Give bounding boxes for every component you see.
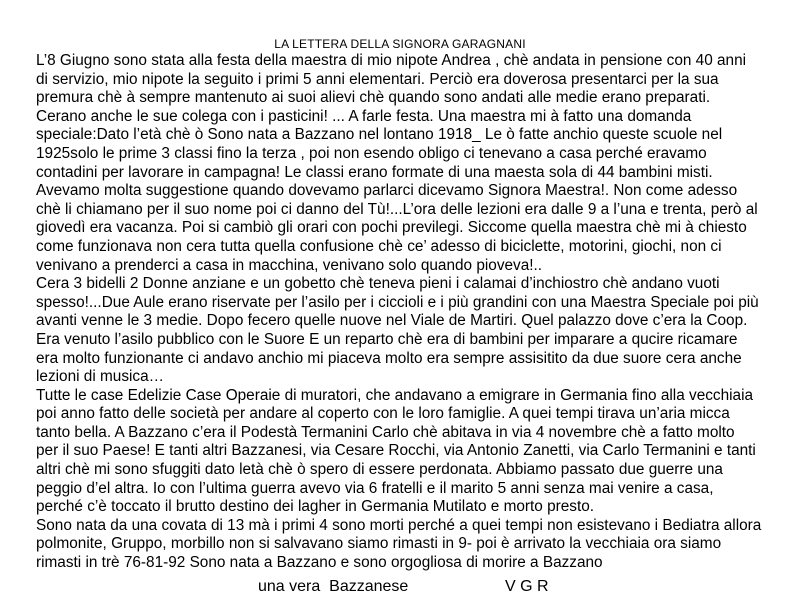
letter-line: lezioni di musica… (36, 368, 164, 386)
letter-line: spesso!...Due Aule erano riservate per l’asilo per i ciccioli e i più grandini con una Maestra Speciale poi più (36, 293, 759, 311)
signature-line (0, 577, 800, 597)
letter-line: rimasti in trè 76-81-92 Sono nata a Bazzano e sono orgogliosa di morire a Bazzano (36, 554, 603, 572)
letter-line: come funzionava non cera tutta quella confusione chè ce’ adesso di biciclette, motorini, giochi, non ci (36, 237, 722, 255)
letter-line: 1925solo le prime 3 classi fino la terza , poi non esendo obligo ci tenevano a casa perché eravamo (36, 144, 707, 162)
signature-text: una vera Bazzanese (258, 578, 409, 595)
letter-line: premura chè à sempre mantenuto ai suoi alievi chè quando sono andati alle medie erano preparati. (36, 89, 711, 107)
letter-line: polmonite, Gruppo, morbillo non si salvavano siamo rimasti in 9- poi è arrivato la vecchiaia ora siamo (36, 535, 722, 553)
letter-line: Tutte le case Edelizie Case Operaie di muratori, che andavano a emigrare in Germania fino alla vecchiaia (36, 386, 754, 404)
letter-line: Era venuto l’asilo pubblico con le Suore E un reparto chè era di bambini per imparare a qucire ricamare (36, 330, 738, 348)
letter-line: giovedì era vacanza. Poi si cambiò gli orari con pochi previlegi. Siccome quella maestra chè mi à chiesto (36, 219, 747, 237)
letter-line: Cerano anche le sue colega con i pasticini! ... A farle festa. Una maestra mi à fatto una domanda (36, 107, 692, 125)
document-title: LA LETTERA DELLA SIGNORA GARAGNANI (274, 37, 526, 51)
letter-line: Cera 3 bidelli 2 Donne anziane e un gobetto chè teneva pieni i calamai d’inchiostro chè andano vuoti (36, 275, 720, 293)
signature-initials: V G R (505, 578, 549, 595)
letter-line: speciale:Dato l’età chè ò Sono nata a Bazzano nel lontano 1918_ Le ò fatte anchio queste scuole nel (36, 126, 723, 144)
letter-line: avanti venne le 3 medie. Dopo fecero quelle nuove nel Viale de Martiri. Quel palazzo dove c’era la Coop. (36, 312, 748, 330)
letter-line: peggio d’el altra. Io con l’ultima guerra avevo via 6 fratelli e il marito 5 anni senza mai venire a casa, (36, 479, 714, 497)
letter-line: poi anno fatto delle società per andare al coperto con le loro famiglie. A quei tempi tirava un’aria micca (36, 405, 730, 423)
letter-line: L’8 Giugno sono stata alla festa della maestra di mio nipote Andrea , chè andata in pensione con 40 anni (36, 52, 747, 69)
letter-line: tanto bella. A Bazzano c’era il Podestà Termanini Carlo chè abitava in via 4 novembre chè a fatto molto (36, 423, 735, 441)
letter-line: contadini per lavorare in campagna! Le classi erano formate di una maesta sola di 44 bambini misti. (36, 163, 713, 181)
letter-line: chè li chiamano per il suo nome poi ci danno del Tù!...L’ora delle lezioni era dalle 9 a l’una e trenta, però al (36, 200, 758, 218)
letter-line: Avevamo molta suggestione quando dovevamo parlarci dicevamo Signora Maestra!. Non come adesso (36, 182, 738, 200)
letter-line: era molto funzionante ci andavo anchio mi piaceva molto era sempre assisitito da due suore cera anche (36, 349, 742, 367)
letter-line: Sono nata da una covata di 13 mà i primi 4 sono morti perché a quei tempi non esistevano i Bediatra allora (36, 516, 762, 534)
letter-line: altri chè mi sono sfuggiti dato letà chè ò spero di essere perdonata. Abbiamo passato due guerre una (36, 461, 723, 479)
letter-line: perché c’è toccato il brutto destino dei lagher in Germania Mutilato e morto presto. (36, 498, 595, 516)
letter-line: per il suo Paese! E tanti altri Bazzanesi, via Cesare Rocchi, via Antonio Zanetti, via Carlo Termanini e tanti (36, 442, 756, 460)
letter-body (36, 52, 796, 573)
letter-line: venivano a prenderci a casa in macchina, venivano solo quando pioveva!.. (36, 256, 543, 274)
letter-line: di servizio, mio nipote la seguito i primi 5 anni elementari. Perciò era doverosa presentarci per la sua (36, 70, 719, 88)
